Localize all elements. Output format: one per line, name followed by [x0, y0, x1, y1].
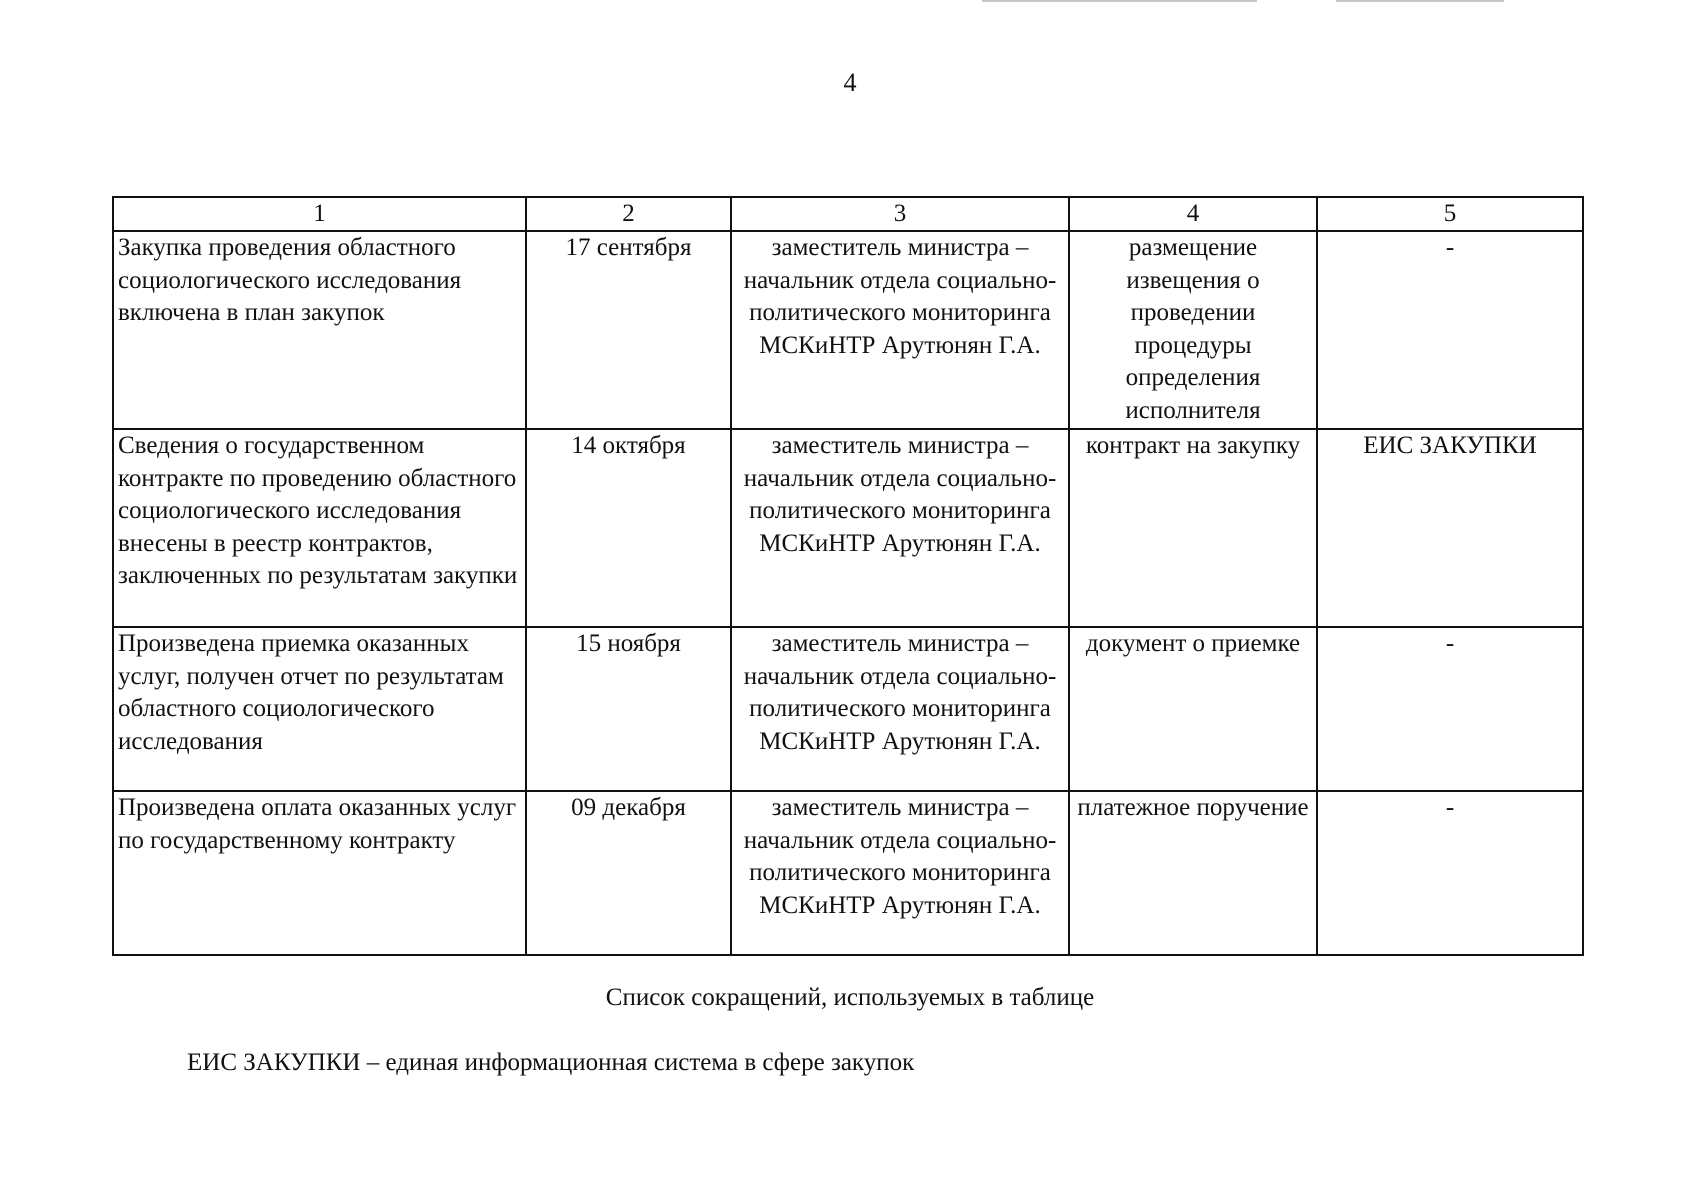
document-cell: документ о приемке [1069, 627, 1317, 791]
date-cell: 09 декабря [526, 791, 731, 955]
event-cell: Сведения о государственном контракте по проведению областного социологического исследования внесены в реестр контрактов, заключенных по результатам закупки [113, 429, 526, 627]
scan-artifact-line [1336, 0, 1504, 2]
abbreviations-title: Список сокращений, используемых в таблице [605, 984, 1095, 1011]
date-cell: 14 октября [526, 429, 731, 627]
document-cell: контракт на закупку [1069, 429, 1317, 627]
column-header: 3 [731, 197, 1069, 231]
responsible-cell: заместитель министра – начальник отдела социально-политического мониторинга МСКиНТР Арутюнян Г.А. [731, 429, 1069, 627]
table-row [113, 791, 1583, 955]
date-cell: 15 ноября [526, 627, 731, 791]
responsible-cell: заместитель министра – начальник отдела социально-политического мониторинга МСКиНТР Арутюнян Г.А. [731, 791, 1069, 955]
system-cell: ЕИС ЗАКУПКИ [1317, 429, 1583, 627]
column-header: 2 [526, 197, 731, 231]
page-number: 4 [843, 68, 857, 97]
system-cell: - [1317, 627, 1583, 791]
system-cell: - [1317, 791, 1583, 955]
column-header: 4 [1069, 197, 1317, 231]
table-header-row [113, 197, 1583, 231]
table-row [113, 627, 1583, 791]
document-cell: платежное поручение [1069, 791, 1317, 955]
table-row [113, 429, 1583, 627]
event-cell: Закупка проведения областного социологического исследования включена в план закупок [113, 231, 526, 429]
schedule-table [112, 196, 1584, 956]
scan-artifact-line [982, 0, 1257, 2]
responsible-cell: заместитель министра – начальник отдела социально-политического мониторинга МСКиНТР Арутюнян Г.А. [731, 231, 1069, 429]
abbreviation-item: ЕИС ЗАКУПКИ – единая информационная система в сфере закупок [187, 1049, 915, 1076]
event-cell: Произведена оплата оказанных услуг по государственному контракту [113, 791, 526, 955]
column-header: 5 [1317, 197, 1583, 231]
document-cell: размещение извещения о проведении процедуры определения исполнителя [1069, 231, 1317, 429]
system-cell: - [1317, 231, 1583, 429]
event-cell: Произведена приемка оказанных услуг, получен отчет по результатам областного социологического исследования [113, 627, 526, 791]
date-cell: 17 сентября [526, 231, 731, 429]
table-row [113, 231, 1583, 429]
responsible-cell: заместитель министра – начальник отдела социально-политического мониторинга МСКиНТР Арутюнян Г.А. [731, 627, 1069, 791]
column-header: 1 [113, 197, 526, 231]
